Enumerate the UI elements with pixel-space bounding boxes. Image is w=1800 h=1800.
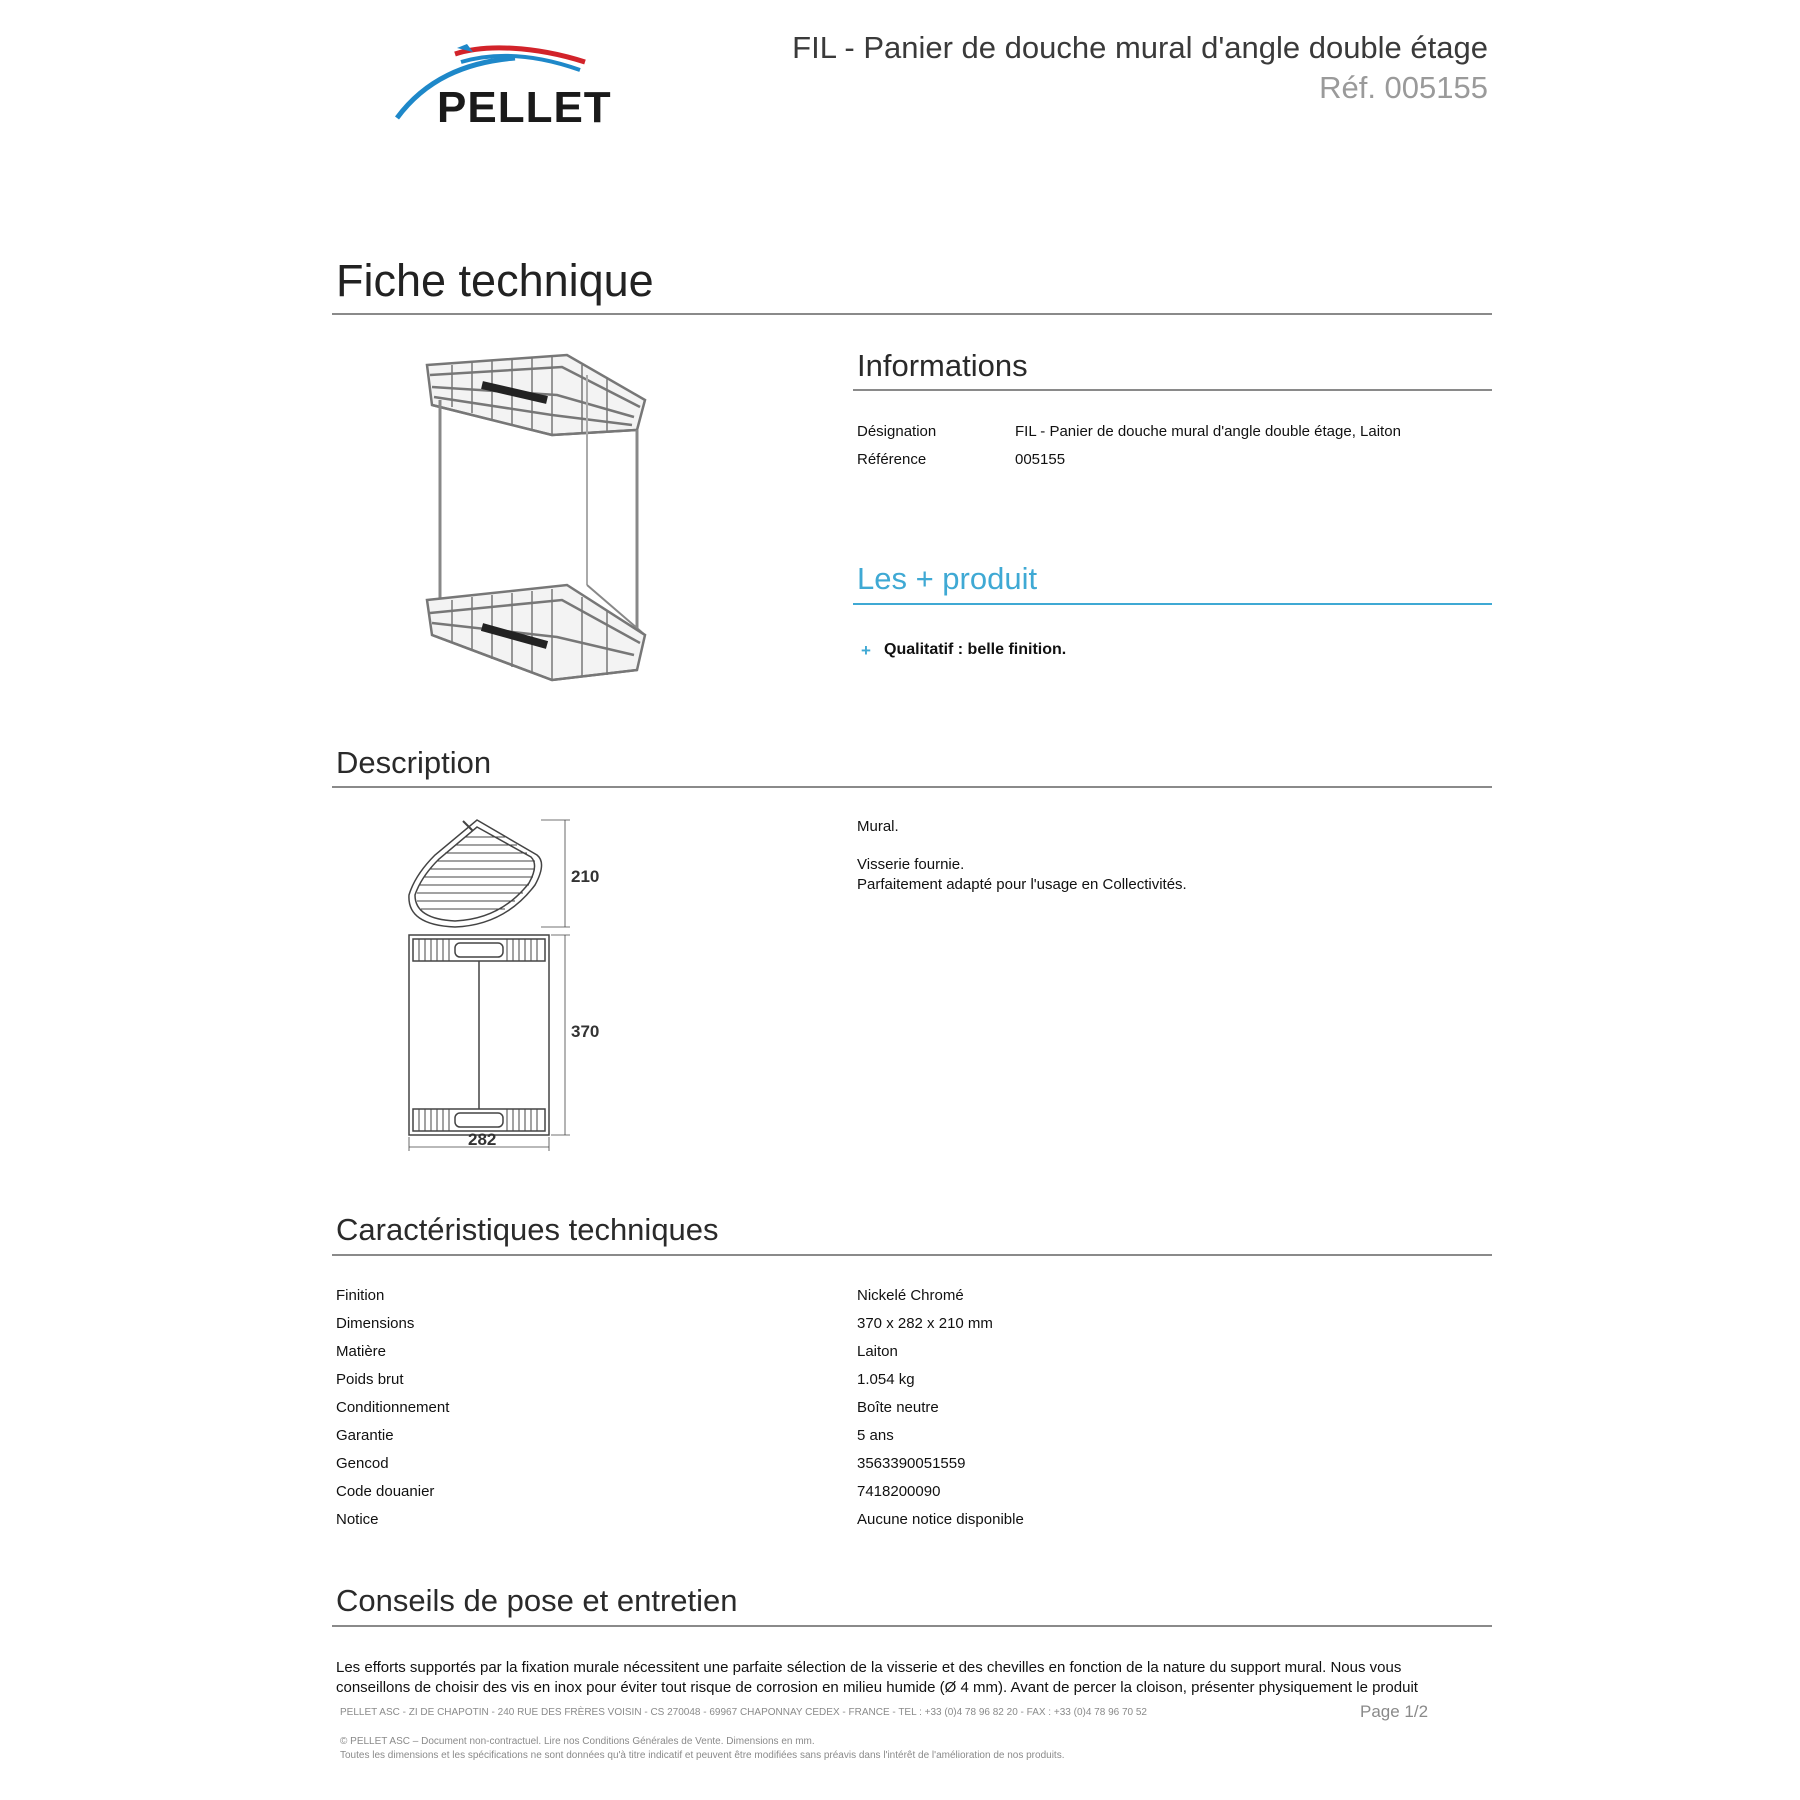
reference-value: 005155 (1015, 451, 1066, 468)
page-number: Page 1/2 (1360, 1702, 1429, 1721)
spec-value: 5 ans (857, 1427, 894, 1444)
spec-label: Poids brut (336, 1371, 404, 1388)
spec-value: 1.054 kg (857, 1371, 915, 1388)
conseils-line: Les efforts supportés par la fixation murale nécessitent une parfaite sélection de la visserie et des chevilles en fonction de la nature du support mural. Nous vous (336, 1659, 1402, 1676)
spec-label: Garantie (336, 1427, 394, 1444)
spec-value: 3563390051559 (857, 1455, 966, 1472)
depth-dimension: 210 (571, 867, 600, 886)
divider (332, 1625, 1492, 1627)
footer-address: PELLET ASC - ZI DE CHAPOTIN - 240 RUE DES FRÈRES VOISIN - CS 270048 - 69967 CHAPONNAY CEDEX - FRANCE - TEL : +33 (0)4 78 96 82 20 - FAX : +33 (0)4 78 96 70 52 (340, 1707, 1147, 1718)
spec-label: Finition (336, 1287, 385, 1304)
divider (332, 1254, 1492, 1256)
caracteristiques-heading: Caractéristiques techniques (336, 1212, 719, 1247)
spec-value: 370 x 282 x 210 mm (857, 1315, 993, 1332)
pellet-logo (395, 40, 635, 130)
conseils-line: conseillons de choisir des vis en inox pour éviter tout risque de corrosion en milieu humide (Ø 4 mm). Avant de percer la cloison, présenter physiquement le produit (336, 1679, 1418, 1696)
spec-label: Code douanier (336, 1483, 435, 1500)
divider (853, 603, 1492, 605)
height-dimension: 370 (571, 1022, 600, 1041)
description-line: Mural. (857, 818, 899, 835)
technical-drawing (395, 815, 615, 1155)
spec-value: Nickelé Chromé (857, 1287, 964, 1304)
document-reference: Réf. 005155 (1319, 70, 1488, 105)
plus-bullet: + (861, 641, 871, 660)
spec-value: Aucune notice disponible (857, 1511, 1024, 1528)
designation-value: FIL - Panier de douche mural d'angle double étage, Laiton (1015, 423, 1401, 440)
footer-copyright: © PELLET ASC – Document non-contractuel. Lire nos Conditions Générales de Vente. Dimensions en mm. (340, 1736, 815, 1747)
plus-produit-heading: Les + produit (857, 561, 1038, 596)
divider (853, 389, 1492, 391)
informations-heading: Informations (857, 348, 1028, 383)
conseils-heading: Conseils de pose et entretien (336, 1583, 738, 1618)
page-title: Fiche technique (336, 255, 654, 306)
description-line: Parfaitement adapté pour l'usage en Collectivités. (857, 876, 1187, 893)
designation-label: Désignation (857, 423, 937, 440)
spec-label: Notice (336, 1511, 379, 1528)
footer-disclaimer: Toutes les dimensions et les spécifications ne sont données qu'à titre indicatif et peuvent être modifiées sans préavis dans l'intérêt de l'amélioration de nos produits. (340, 1750, 1065, 1761)
spec-value: 7418200090 (857, 1483, 941, 1500)
spec-label: Dimensions (336, 1315, 415, 1332)
description-line: Visserie fournie. (857, 856, 965, 873)
document-title: FIL - Panier de douche mural d'angle double étage (792, 30, 1488, 65)
reference-label: Référence (857, 451, 927, 468)
spec-value: Laiton (857, 1343, 898, 1360)
spec-label: Conditionnement (336, 1399, 450, 1416)
spec-label: Matière (336, 1343, 387, 1360)
width-dimension: 282 (468, 1130, 497, 1149)
spec-label: Gencod (336, 1455, 389, 1472)
description-heading: Description (336, 745, 492, 780)
logo-wordmark: PELLET (437, 83, 612, 130)
spec-value: Boîte neutre (857, 1399, 939, 1416)
divider (332, 313, 1492, 315)
divider (332, 786, 1492, 788)
plus-produit-item: Qualitatif : belle finition. (884, 641, 1067, 658)
product-photo (362, 345, 707, 695)
